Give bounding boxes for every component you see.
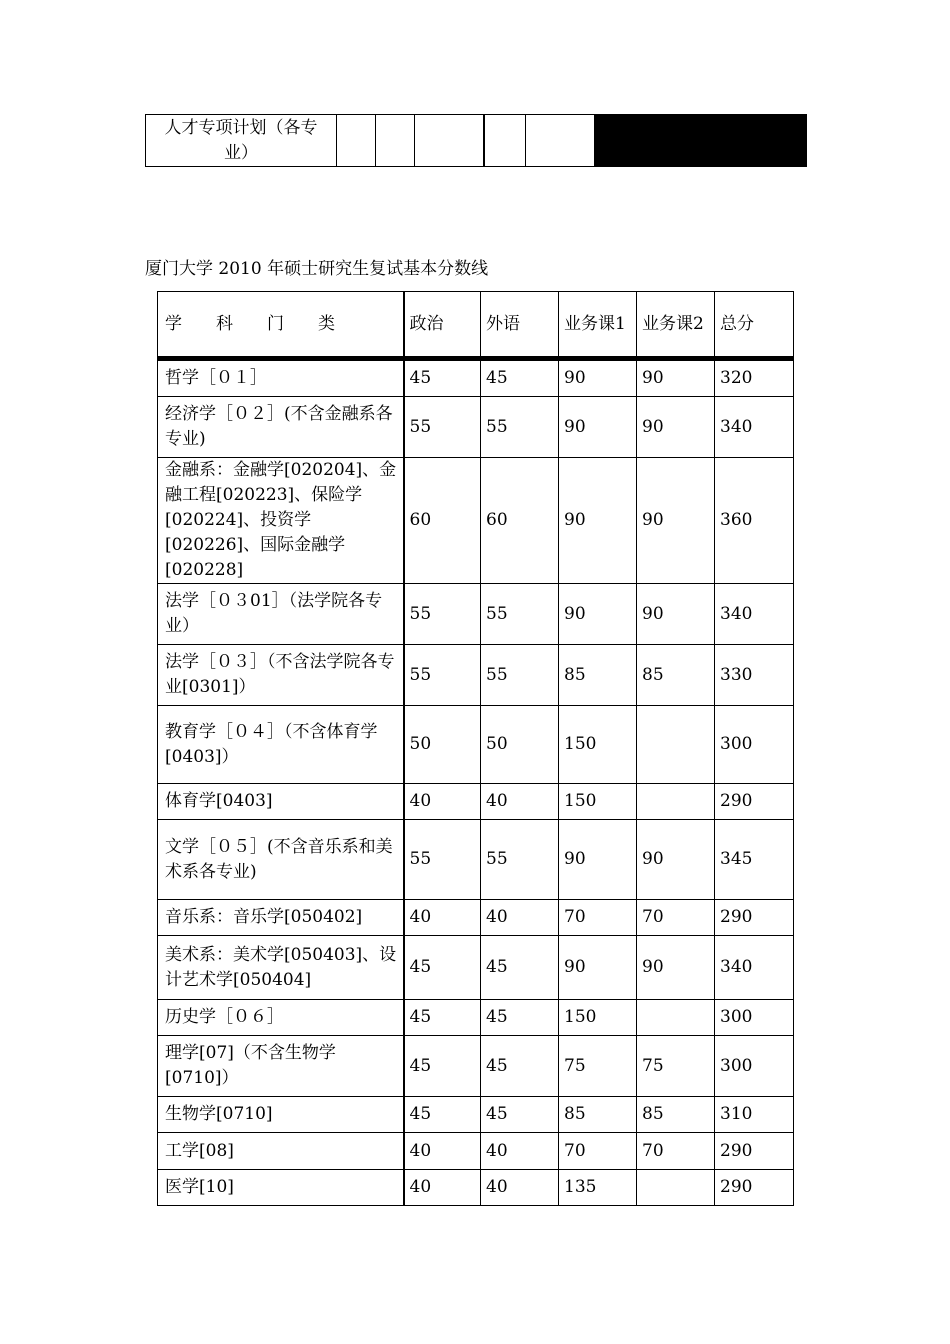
cell-course-1: 75 (559, 1036, 637, 1097)
table-caption: 厦门大学 2010 年硕士研究生复试基本分数线 (145, 259, 489, 279)
cell-course-1: 90 (559, 397, 637, 458)
cell-course-2: 90 (637, 820, 715, 900)
cell-total: 330 (715, 645, 794, 706)
cell-total: 290 (715, 1170, 794, 1206)
table-row (158, 820, 794, 900)
cell-total: 345 (715, 820, 794, 900)
header-total: 总分 (715, 292, 794, 359)
table-row (158, 1170, 794, 1206)
cell-politics: 40 (404, 900, 481, 936)
cell-politics: 45 (404, 1000, 481, 1036)
redacted-block (595, 115, 807, 167)
cell-foreign-language: 60 (481, 458, 559, 584)
cell-total: 310 (715, 1097, 794, 1133)
cell-politics: 55 (404, 645, 481, 706)
cell-foreign-language: 45 (481, 936, 559, 1000)
header-politics: 政治 (404, 292, 481, 359)
cell-subject: 法学［０３01］（法学院各专业） (158, 584, 404, 645)
cell-course-1: 90 (559, 820, 637, 900)
cell-course-2 (637, 1170, 715, 1206)
table-row (158, 458, 794, 584)
cell-foreign-language: 45 (481, 359, 559, 397)
cell-course-1: 70 (559, 900, 637, 936)
cell-total: 300 (715, 1000, 794, 1036)
header-subject: 学 科 门 类 (158, 292, 404, 359)
cell-politics: 40 (404, 1133, 481, 1170)
table-row (158, 936, 794, 1000)
table-header-row (158, 292, 794, 359)
empty-cell (376, 115, 415, 167)
cell-course-1: 90 (559, 359, 637, 397)
cell-subject: 生物学[0710] (158, 1097, 404, 1133)
cell-politics: 45 (404, 936, 481, 1000)
cell-foreign-language: 50 (481, 706, 559, 784)
cell-total: 300 (715, 1036, 794, 1097)
cell-foreign-language: 55 (481, 820, 559, 900)
cell-course-1: 90 (559, 458, 637, 584)
cell-politics: 40 (404, 1170, 481, 1206)
cell-course-2 (637, 1000, 715, 1036)
cell-course-2 (637, 706, 715, 784)
cell-total: 320 (715, 359, 794, 397)
cell-course-1: 150 (559, 1000, 637, 1036)
table-row (158, 584, 794, 645)
cell-course-2: 75 (637, 1036, 715, 1097)
cell-politics: 45 (404, 359, 481, 397)
header-course-1: 业务课1 (559, 292, 637, 359)
cell-politics: 45 (404, 1097, 481, 1133)
cell-total: 360 (715, 458, 794, 584)
empty-cell (526, 115, 595, 167)
cell-course-2: 85 (637, 645, 715, 706)
header-foreign-language: 外语 (481, 292, 559, 359)
cell-course-1: 150 (559, 706, 637, 784)
cell-subject: 文学［０５］(不含音乐系和美术系各专业) (158, 820, 404, 900)
cell-subject: 历史学［０６］ (158, 1000, 404, 1036)
cell-course-2: 90 (637, 936, 715, 1000)
cell-course-2: 90 (637, 359, 715, 397)
cell-foreign-language: 40 (481, 784, 559, 820)
cell-course-2: 85 (637, 1097, 715, 1133)
cell-course-2: 90 (637, 458, 715, 584)
cell-course-1: 70 (559, 1133, 637, 1170)
cell-politics: 55 (404, 397, 481, 458)
cell-foreign-language: 55 (481, 584, 559, 645)
cell-politics: 40 (404, 784, 481, 820)
cell-total: 290 (715, 900, 794, 936)
cell-total: 290 (715, 784, 794, 820)
table-row (158, 1036, 794, 1097)
table-row (158, 1133, 794, 1170)
cell-subject: 医学[10] (158, 1170, 404, 1206)
cell-foreign-language: 55 (481, 397, 559, 458)
cell-subject: 金融系：金融学[020204]、金融工程[020223]、保险学[020224]、投资学[020226]、国际金融学[020228] (158, 458, 404, 584)
cell-subject: 法学［０３］（不含法学院各专业[0301]） (158, 645, 404, 706)
cell-course-2: 70 (637, 900, 715, 936)
table-row (158, 359, 794, 397)
cell-total: 290 (715, 1133, 794, 1170)
cell-course-1: 90 (559, 936, 637, 1000)
cell-foreign-language: 40 (481, 1133, 559, 1170)
cell-course-1: 85 (559, 1097, 637, 1133)
cell-course-1: 85 (559, 645, 637, 706)
cell-course-1: 135 (559, 1170, 637, 1206)
top-fragment-table (145, 114, 807, 167)
cell-course-2: 90 (637, 584, 715, 645)
cell-subject: 音乐系：音乐学[050402] (158, 900, 404, 936)
cell-course-2: 90 (637, 397, 715, 458)
table-row (158, 397, 794, 458)
cell-total: 340 (715, 397, 794, 458)
cell-politics: 60 (404, 458, 481, 584)
empty-cell (484, 115, 526, 167)
cell-politics: 50 (404, 706, 481, 784)
cell-total: 300 (715, 706, 794, 784)
table-row (158, 784, 794, 820)
table-row (158, 1097, 794, 1133)
empty-cell (337, 115, 376, 167)
cell-politics: 55 (404, 584, 481, 645)
cell-course-1: 90 (559, 584, 637, 645)
cell-course-1: 150 (559, 784, 637, 820)
cell-subject: 哲学［０１］ (158, 359, 404, 397)
empty-cell (415, 115, 484, 167)
table-row (158, 645, 794, 706)
cell-foreign-language: 45 (481, 1036, 559, 1097)
cell-politics: 45 (404, 1036, 481, 1097)
cell-foreign-language: 45 (481, 1097, 559, 1133)
cell-foreign-language: 40 (481, 1170, 559, 1206)
cell-subject: 理学[07]（不含生物学[0710]） (158, 1036, 404, 1097)
top-fragment-label: 人才专项计划（各专业） (146, 115, 337, 167)
cell-foreign-language: 40 (481, 900, 559, 936)
cell-politics: 55 (404, 820, 481, 900)
cell-subject: 经济学［０２］(不含金融系各专业) (158, 397, 404, 458)
cell-course-2: 70 (637, 1133, 715, 1170)
cell-subject: 体育学[0403] (158, 784, 404, 820)
table-row (158, 1000, 794, 1036)
cell-subject: 工学[08] (158, 1133, 404, 1170)
table-row (158, 706, 794, 784)
cell-subject: 美术系：美术学[050403]、设计艺术学[050404] (158, 936, 404, 1000)
table-row (158, 900, 794, 936)
cell-total: 340 (715, 584, 794, 645)
cell-total: 340 (715, 936, 794, 1000)
table-row (146, 115, 807, 167)
score-table (157, 291, 794, 1206)
cell-course-2 (637, 784, 715, 820)
cell-foreign-language: 45 (481, 1000, 559, 1036)
header-course-2: 业务课2 (637, 292, 715, 359)
cell-foreign-language: 55 (481, 645, 559, 706)
cell-subject: 教育学［０４］（不含体育学[0403]） (158, 706, 404, 784)
